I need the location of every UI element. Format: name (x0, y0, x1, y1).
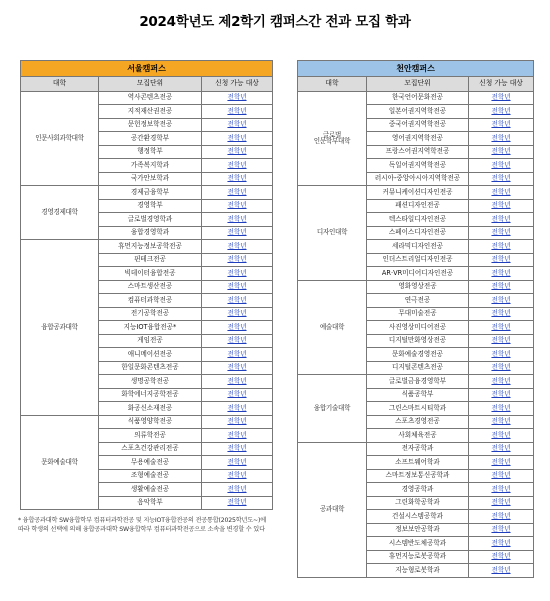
table-row (21, 240, 273, 254)
table-row (298, 280, 534, 294)
major-cell: 지능IOT융합전공* (99, 321, 202, 335)
target-link[interactable]: 전학년 (469, 523, 534, 537)
major-cell: 연극전공 (367, 294, 469, 308)
target-link[interactable]: 전학년 (202, 294, 273, 308)
target-link[interactable]: 전학년 (202, 280, 273, 294)
target-link[interactable]: 전학년 (202, 334, 273, 348)
target-link[interactable]: 전학년 (469, 253, 534, 267)
major-cell: 스마트정보통신공학과 (367, 469, 469, 483)
column-header-target: 신청 가능 대상 (202, 77, 273, 92)
major-cell: 사진영상미디어전공 (367, 321, 469, 335)
major-cell: 문헌정보학전공 (99, 118, 202, 132)
major-cell: 식품영양학전공 (99, 415, 202, 429)
target-link[interactable]: 전학년 (202, 226, 273, 240)
college-cell: 공과대학 (298, 442, 367, 577)
target-link[interactable]: 전학년 (469, 226, 534, 240)
target-link[interactable]: 전학년 (469, 145, 534, 159)
major-cell: 행정학부 (99, 145, 202, 159)
major-cell: 경영공학과 (367, 483, 469, 497)
major-cell: 의류학전공 (99, 429, 202, 443)
major-cell: 그린스마트시티학과 (367, 402, 469, 416)
cheonan-campus-table (297, 60, 534, 578)
target-link[interactable]: 전학년 (469, 321, 534, 335)
major-cell: 중국어권지역학전공 (367, 118, 469, 132)
target-link[interactable]: 전학년 (469, 537, 534, 551)
college-cell: 인문사회과학대학 (21, 91, 99, 186)
target-link[interactable]: 전학년 (469, 132, 534, 146)
college-cell: 글로벌 인문학부대학 (298, 91, 367, 186)
target-link[interactable]: 전학년 (469, 496, 534, 510)
college-cell: 융합기술대학 (298, 375, 367, 443)
major-cell: 디지털만화영상전공 (367, 334, 469, 348)
major-cell: 전기공학전공 (99, 307, 202, 321)
target-link[interactable]: 전학년 (202, 159, 273, 173)
major-cell: 음악학부 (99, 496, 202, 510)
target-link[interactable]: 전학년 (469, 159, 534, 173)
major-cell: 사회체육전공 (367, 429, 469, 443)
target-link[interactable]: 전학년 (202, 469, 273, 483)
major-cell: 러시아-중앙아시아지역학전공 (367, 172, 469, 186)
target-link[interactable]: 전학년 (469, 348, 534, 362)
target-link[interactable]: 전학년 (202, 496, 273, 510)
target-link[interactable]: 전학년 (469, 307, 534, 321)
target-link[interactable]: 전학년 (202, 186, 273, 200)
target-link[interactable]: 전학년 (469, 442, 534, 456)
major-cell: 정보보안공학과 (367, 523, 469, 537)
seoul-campus-table (20, 60, 273, 510)
major-cell: 소프트웨어학과 (367, 456, 469, 470)
column-header-college: 대학 (298, 77, 367, 92)
major-cell: 식품공학부 (367, 388, 469, 402)
major-cell: 애니메이션전공 (99, 348, 202, 362)
target-link[interactable]: 전학년 (469, 469, 534, 483)
target-link[interactable]: 전학년 (202, 429, 273, 443)
target-link[interactable]: 전학년 (469, 186, 534, 200)
major-cell: 글로벌경영학과 (99, 213, 202, 227)
major-cell: 조형예술전공 (99, 469, 202, 483)
major-cell: 건설시스템공학과 (367, 510, 469, 524)
target-link[interactable]: 전학년 (202, 213, 273, 227)
target-link[interactable]: 전학년 (202, 172, 273, 186)
major-cell: 역사콘텐츠전공 (99, 91, 202, 105)
table-row (298, 442, 534, 456)
major-cell: 한국언어문화전공 (367, 91, 469, 105)
major-cell: 스페이스디자인전공 (367, 226, 469, 240)
target-link[interactable]: 전학년 (202, 415, 273, 429)
table-row (21, 91, 273, 105)
target-link[interactable]: 전학년 (469, 199, 534, 213)
major-cell: 휴먼지능로봇공학과 (367, 550, 469, 564)
major-cell: 그린화학공학과 (367, 496, 469, 510)
target-link[interactable]: 전학년 (202, 267, 273, 281)
major-cell: 무대미술전공 (367, 307, 469, 321)
target-link[interactable]: 전학년 (202, 388, 273, 402)
target-link[interactable]: 전학년 (469, 564, 534, 578)
major-cell: 시스템반도체공학과 (367, 537, 469, 551)
major-cell: 일본어권지역학전공 (367, 105, 469, 119)
target-link[interactable]: 전학년 (469, 172, 534, 186)
college-cell: 융합공과대학 (21, 240, 99, 416)
target-link[interactable]: 전학년 (202, 361, 273, 375)
target-link[interactable]: 전학년 (202, 105, 273, 119)
target-link[interactable]: 전학년 (202, 483, 273, 497)
target-link[interactable]: 전학년 (202, 253, 273, 267)
major-cell: 글로벌금융경영학부 (367, 375, 469, 389)
major-cell: 문화예술경영전공 (367, 348, 469, 362)
target-link[interactable]: 전학년 (469, 429, 534, 443)
major-cell: 휴먼지능정보공학전공 (99, 240, 202, 254)
major-cell: 텍스타일디자인전공 (367, 213, 469, 227)
major-cell: 커뮤니케이션디자인전공 (367, 186, 469, 200)
target-link[interactable]: 전학년 (202, 442, 273, 456)
major-cell: 공간환경학부 (99, 132, 202, 146)
target-link[interactable]: 전학년 (469, 483, 534, 497)
major-cell: 국가안보학과 (99, 172, 202, 186)
major-cell: 지적재산권전공 (99, 105, 202, 119)
major-cell: AR·VR미디어디자인전공 (367, 267, 469, 281)
target-link[interactable]: 전학년 (202, 199, 273, 213)
major-cell: 게임전공 (99, 334, 202, 348)
table-row (298, 375, 534, 389)
target-link[interactable]: 전학년 (202, 132, 273, 146)
major-cell: 인더스트리얼디자인전공 (367, 253, 469, 267)
major-cell: 스포츠경영전공 (367, 415, 469, 429)
target-link[interactable]: 전학년 (469, 510, 534, 524)
major-cell: 화학에너지공학전공 (99, 388, 202, 402)
target-link[interactable]: 전학년 (469, 105, 534, 119)
target-link[interactable]: 전학년 (469, 402, 534, 416)
target-link[interactable]: 전학년 (202, 145, 273, 159)
target-link[interactable]: 전학년 (469, 415, 534, 429)
target-link[interactable]: 전학년 (202, 240, 273, 254)
major-cell: 경영학부 (99, 199, 202, 213)
major-cell: 무용예술전공 (99, 456, 202, 470)
target-link[interactable]: 전학년 (202, 91, 273, 105)
footnote: * 융합공과대학 SW융합학부 컴퓨터과학전공 및 지능IOT융합전공의 전공통합(2025학년도~)에 따라 학생의 선택에 의해 융합공과대학 SW융합학부 컴퓨터과학전공으로 소속을 변경할 수 있다 (18, 517, 267, 533)
target-link[interactable]: 전학년 (202, 456, 273, 470)
target-link[interactable]: 전학년 (202, 307, 273, 321)
major-cell: 전자공학과 (367, 442, 469, 456)
target-link[interactable]: 전학년 (469, 91, 534, 105)
major-cell: 가족복지학과 (99, 159, 202, 173)
major-cell: 융합경영학과 (99, 226, 202, 240)
seoul-campus-body (21, 91, 273, 510)
table-row (21, 186, 273, 200)
major-cell: 디지털콘텐츠전공 (367, 361, 469, 375)
cheonan-campus-header: 천안캠퍼스 (298, 61, 534, 77)
major-cell: 스마트생산전공 (99, 280, 202, 294)
target-link[interactable]: 전학년 (469, 456, 534, 470)
major-cell: 스포츠건강관리전공 (99, 442, 202, 456)
college-cell: 경영경제대학 (21, 186, 99, 240)
target-link[interactable]: 전학년 (469, 550, 534, 564)
college-cell: 디자인대학 (298, 186, 367, 281)
column-header-college: 대학 (21, 77, 99, 92)
cheonan-campus-body (298, 91, 534, 577)
major-cell: 경제금융학부 (99, 186, 202, 200)
table-row (298, 186, 534, 200)
target-link[interactable]: 전학년 (469, 334, 534, 348)
table-row (298, 91, 534, 105)
target-link[interactable]: 전학년 (202, 375, 273, 389)
target-link[interactable]: 전학년 (202, 118, 273, 132)
major-cell: 핀테크전공 (99, 253, 202, 267)
target-link[interactable]: 전학년 (469, 280, 534, 294)
major-cell: 컴퓨터과학전공 (99, 294, 202, 308)
target-link[interactable]: 전학년 (469, 118, 534, 132)
major-cell: 한일문화콘텐츠전공 (99, 361, 202, 375)
target-link[interactable]: 전학년 (469, 361, 534, 375)
major-cell: 세라믹디자인전공 (367, 240, 469, 254)
major-cell: 프랑스어권지역학전공 (367, 145, 469, 159)
major-cell: 영화영상전공 (367, 280, 469, 294)
table-row (21, 415, 273, 429)
page-title: 2024학년도 제2학기 캠퍼스간 전과 모집 학과 (139, 14, 411, 30)
target-link[interactable]: 전학년 (469, 388, 534, 402)
target-link[interactable]: 전학년 (469, 213, 534, 227)
column-header-major: 모집단위 (367, 77, 469, 92)
target-link[interactable]: 전학년 (469, 294, 534, 308)
major-cell: 패션디자인전공 (367, 199, 469, 213)
target-link[interactable]: 전학년 (469, 267, 534, 281)
target-link[interactable]: 전학년 (469, 240, 534, 254)
major-cell: 생활예술전공 (99, 483, 202, 497)
target-link[interactable]: 전학년 (202, 348, 273, 362)
major-cell: 독일어권지역학전공 (367, 159, 469, 173)
major-cell: 생명공학전공 (99, 375, 202, 389)
target-link[interactable]: 전학년 (469, 375, 534, 389)
major-cell: 영어권지역학전공 (367, 132, 469, 146)
college-cell: 문화예술대학 (21, 415, 99, 510)
target-link[interactable]: 전학년 (202, 321, 273, 335)
seoul-campus-header: 서울캠퍼스 (21, 61, 273, 77)
target-link[interactable]: 전학년 (202, 402, 273, 416)
major-cell: 빅데이터융합전공 (99, 267, 202, 281)
college-cell: 예술대학 (298, 280, 367, 375)
column-header-major: 모집단위 (99, 77, 202, 92)
major-cell: 화공신소재전공 (99, 402, 202, 416)
column-header-target: 신청 가능 대상 (469, 77, 534, 92)
major-cell: 지능형로봇학과 (367, 564, 469, 578)
